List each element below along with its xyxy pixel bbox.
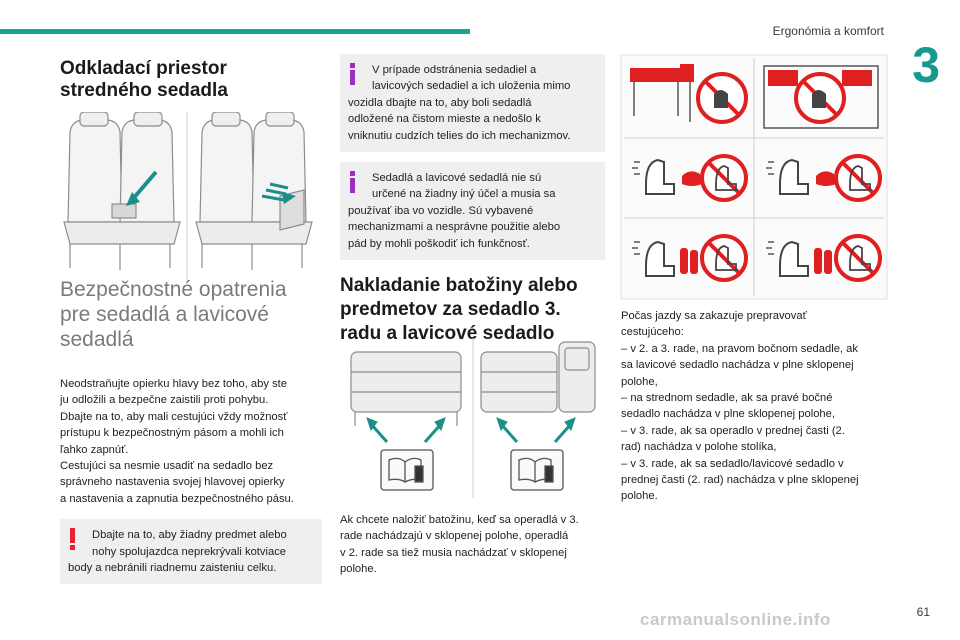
paragraph-line: – na strednom sedadle, ak sa pravé bočné bbox=[621, 392, 833, 405]
passenger-restriction-paragraph bbox=[621, 308, 889, 505]
info-icon bbox=[350, 63, 356, 85]
manual-book-icon bbox=[381, 450, 433, 490]
column-left-lower bbox=[60, 277, 322, 584]
safety-paragraph bbox=[60, 376, 322, 507]
column-left bbox=[60, 58, 322, 102]
storage-heading: Odkladací priestor stredného sedadla bbox=[60, 58, 228, 101]
middle-seat-storage-figure bbox=[60, 112, 322, 282]
paragraph-line: polohe, bbox=[621, 375, 658, 388]
paragraph-line: v 2. rade sa tiež musia nachádzať v sklopenej bbox=[340, 546, 567, 559]
warning-icon bbox=[70, 528, 76, 550]
chapter-number: 3 bbox=[912, 37, 940, 93]
info-line: V prípade odstránenia sedadiel a bbox=[372, 64, 537, 76]
paragraph-line: rade nachádzajú v sklopenej polohe, operadlá bbox=[340, 530, 569, 543]
paragraph-line: sa lavicové sedadlo nachádza v plne sklopenej bbox=[621, 359, 854, 372]
page-number: 61 bbox=[916, 605, 930, 619]
paragraph-line: polohe. bbox=[621, 490, 658, 503]
info-line: vniknutiu cudzích telies do ich mechanizmov. bbox=[348, 129, 571, 142]
info-line: lavicových sedadiel a ich uloženia mimo bbox=[372, 80, 571, 93]
luggage-heading: Nakladanie batožiny alebo predmetov za sedadlo 3. radu a lavicové sedadlo bbox=[340, 275, 578, 345]
warning-notice bbox=[60, 519, 322, 584]
warning-line: Dbajte na to, aby žiadny predmet alebo bbox=[92, 529, 287, 542]
prohibited-seating-figure bbox=[620, 54, 888, 300]
header-accent-bar bbox=[0, 29, 470, 34]
paragraph-line: a nastavenia a zapnutia bezpečnostného pásu. bbox=[60, 492, 294, 505]
info-line: Sedadlá a lavicové sedadlá nie sú bbox=[372, 172, 542, 185]
info-line: odložené na čistom mieste a nedošlo k bbox=[348, 113, 541, 126]
column-middle-lower bbox=[340, 512, 605, 578]
column-middle bbox=[340, 54, 605, 346]
column-right-lower bbox=[621, 308, 889, 505]
paragraph-line: Cestujúci sa nesmie usadiť na sedadlo bez bbox=[60, 460, 274, 473]
prohibition-diagrams bbox=[620, 54, 888, 300]
info-notice-1 bbox=[340, 54, 605, 152]
paragraph-line: Ak chcete naložiť batožinu, keď sa operadlá v 3. bbox=[340, 514, 579, 526]
paragraph-line: Dbajte na to, aby mali cestujúci vždy možnosť bbox=[60, 410, 288, 423]
paragraph-line: – v 2. a 3. rade, na pravom bočnom sedadle, ak bbox=[621, 342, 858, 355]
paragraph-line: – v 3. rade, ak sa sedadlo/lavicové sedadlo v bbox=[621, 457, 844, 470]
luggage-paragraph bbox=[340, 512, 605, 578]
paragraph-line: prístupu k bezpečnostným pásom a mohli ich bbox=[60, 427, 284, 440]
paragraph-line: správneho nastavenia svojej hlavovej opierky bbox=[60, 476, 285, 489]
paragraph-line: – v 3. rade, ak sa operadlo v prednej časti (2. bbox=[621, 424, 845, 437]
paragraph-line: prednej časti (2. rad) nachádza v plne sklopenej bbox=[621, 474, 859, 487]
paragraph-line: cestujúceho: bbox=[621, 326, 684, 339]
info-icon bbox=[350, 171, 356, 193]
paragraph-line: ľahko zapnúť. bbox=[60, 443, 129, 456]
info-line: určené na žiadny iný účel a musia sa bbox=[372, 188, 556, 201]
safety-heading: Bezpečnostné opatrenia pre sedadlá a lavicové sedadlá bbox=[60, 278, 287, 351]
info-notice-2 bbox=[340, 162, 605, 260]
folded-seats-illustration bbox=[345, 338, 603, 498]
section-title: Ergonómia a komfort bbox=[772, 24, 884, 38]
luggage-loading-figure bbox=[345, 338, 603, 498]
paragraph-line: ju odložili a bezpečne zaistili proti pohybu. bbox=[60, 394, 269, 407]
info-line: mechanizmami a nesprávne použitie alebo bbox=[348, 221, 561, 234]
seat-illustration-image bbox=[60, 112, 322, 282]
paragraph-line: rad) nachádza v polohe stolíka, bbox=[621, 441, 777, 454]
watermark: carmanualsonline.info bbox=[640, 610, 831, 629]
info-line: vozidla dbajte na to, aby boli sedadlá bbox=[348, 96, 532, 109]
warning-line: body a nebránili riadnemu zaisteniu celku. bbox=[68, 562, 277, 575]
warning-line: nohy spolujazdca neprekrývali kotviace bbox=[92, 545, 287, 558]
paragraph-line: Počas jazdy sa zakazuje prepravovať bbox=[621, 310, 807, 322]
info-line: pád by mohli poškodiť ich funkčnosť. bbox=[348, 237, 530, 250]
paragraph-line: polohe. bbox=[340, 563, 377, 576]
paragraph-line: Neodstraňujte opierku hlavy bez toho, aby ste bbox=[60, 378, 287, 390]
paragraph-line: sedadlo nachádza v plne sklopenej polohe, bbox=[621, 408, 835, 421]
info-line: používať iba vo vozidle. Sú vybavené bbox=[348, 204, 534, 217]
